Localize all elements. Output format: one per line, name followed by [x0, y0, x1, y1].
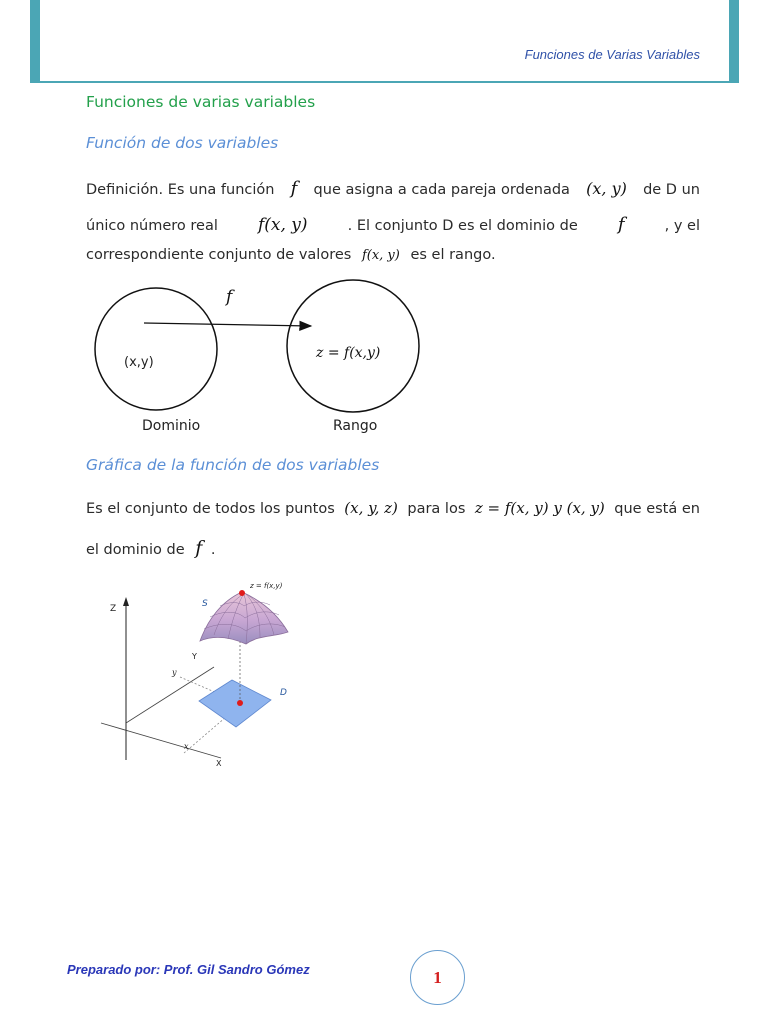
domain-label-D: D [280, 688, 287, 698]
arrow-label-f: f [226, 287, 233, 307]
surface-graph-figure [96, 575, 306, 770]
graph-def-text: Es el conjunto de todos los puntos [86, 501, 335, 517]
page-number-badge [410, 950, 465, 1005]
math-f: f [617, 214, 625, 235]
definition-line-1 [86, 178, 700, 199]
definition-text: Definición. Es una función [86, 182, 275, 198]
subsection-title-graph: Gráfica de la función de dos variables [86, 456, 380, 474]
math-xyz: (x, y, z) [344, 499, 398, 517]
domain-point-label: (x,y) [124, 355, 154, 370]
definition-line-3 [86, 247, 496, 263]
z-axis-arrowhead [123, 597, 129, 606]
domain-label: Dominio [142, 418, 201, 434]
footer-author: Preparado por: Prof. Gil Sandro Gómez [67, 962, 310, 977]
surface-label: S [202, 599, 208, 609]
x-axis-label: X [216, 759, 222, 768]
header-right-bar [729, 0, 739, 82]
section-title: Funciones de varias variables [86, 93, 316, 111]
header-title: Funciones de Varias Variables [524, 47, 700, 62]
range-point-label: z = f(x,y) [316, 345, 381, 361]
math-equation: z = f(x, y) y (x, y) [474, 499, 605, 517]
definition-text: de D un [643, 182, 700, 198]
definition-text: , y el [664, 218, 700, 234]
mapping-diagram [80, 278, 440, 438]
math-xy: (x, y) [586, 179, 627, 198]
y-axis-line [126, 667, 214, 723]
mapping-arrow [144, 323, 311, 326]
y-axis-label: Y [192, 652, 197, 661]
x-point-label: x [184, 742, 189, 751]
domain-point [237, 700, 243, 706]
graph-def-line-1 [86, 499, 700, 517]
domain-circle [95, 288, 217, 410]
subsection-title-function: Función de dos variables [86, 134, 279, 152]
graph-def-line-2 [86, 537, 216, 559]
graph-def-text: para los [407, 501, 466, 517]
z-axis-label: Z [110, 604, 117, 614]
definition-text: que asigna a cada pareja ordenada [313, 182, 570, 198]
surface-S [200, 592, 288, 644]
definition-text: . El conjunto D es el dominio de [347, 218, 578, 234]
definition-text: único número real [86, 218, 218, 234]
definition-text: es el rango. [410, 247, 496, 263]
math-fxy: f(x, y) [257, 215, 308, 235]
x-axis-line [101, 723, 221, 758]
definition-text: correspondiente conjunto de valores [86, 247, 352, 263]
math-f: f [195, 537, 203, 559]
domain-region [199, 680, 271, 727]
point-formula-label: z = f(x,y) [250, 582, 283, 590]
y-point-label: y [172, 668, 177, 677]
range-label: Rango [333, 418, 378, 434]
math-fxy: f(x, y) [361, 248, 400, 263]
graph-def-text: . [210, 542, 216, 558]
graph-def-text: que está en [614, 501, 700, 517]
definition-line-2 [86, 214, 700, 235]
header-rule [30, 81, 739, 83]
page-number: 1 [433, 967, 442, 987]
surface-point [239, 590, 245, 596]
math-f: f [290, 178, 298, 199]
graph-def-text: el dominio de [86, 542, 185, 558]
header-left-bar [30, 0, 40, 82]
